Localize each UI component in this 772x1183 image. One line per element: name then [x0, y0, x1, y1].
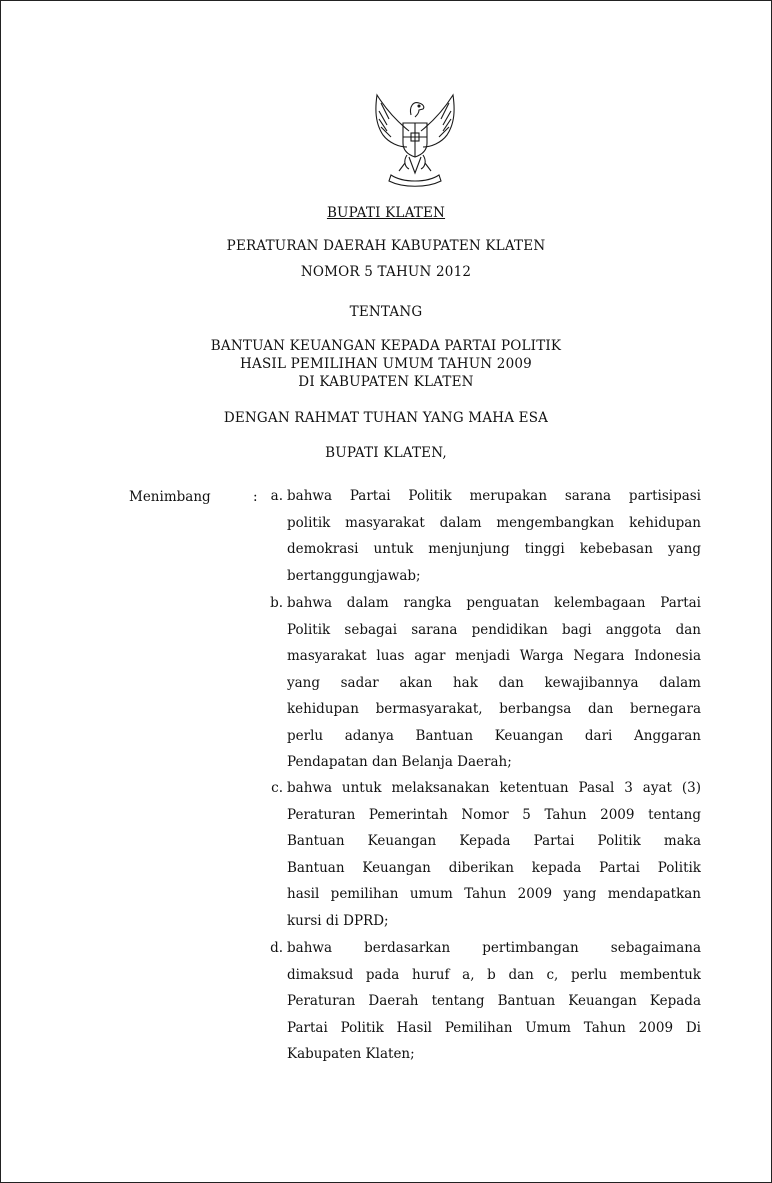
item-text-line: yang sadar akan hak dan kewajibannya dalam — [287, 674, 701, 691]
considering-item — [263, 935, 703, 1068]
item-text-line: Peraturan Daerah tentang Bantuan Keuangan Kepada — [287, 993, 701, 1009]
item-text-line: perlu adanya Bantuan Keuangan dari Anggaran — [287, 727, 701, 744]
item-text-line: Politik sebagai sarana pendidikan bagi anggota dan — [287, 621, 701, 638]
item-letter: b. — [270, 595, 283, 611]
item-text-line: politik masyarakat dalam mengembangkan kehidupan — [287, 514, 701, 531]
blessing-line: DENGAN RAHMAT TUHAN YANG MAHA ESA — [223, 410, 549, 426]
garuda-emblem-icon — [369, 89, 461, 189]
item-text-line: Kabupaten Klaten; — [287, 1046, 415, 1062]
item-text-line: Bantuan Keuangan Kepada Partai Politik maka — [287, 833, 701, 849]
subject-line-3: DI KABUPATEN KLATEN — [298, 374, 474, 390]
subject-line-1: BANTUAN KEUANGAN KEPADA PARTAI POLITIK — [210, 338, 562, 354]
regulation-number: NOMOR 5 TAHUN 2012 — [300, 264, 472, 280]
regulation-title: PERATURAN DAERAH KABUPATEN KLATEN — [226, 238, 546, 254]
item-text-line: kursi di DPRD; — [287, 912, 389, 929]
item-text-line: hasil pemilihan umum Tahun 2009 yang mendapatkan — [287, 886, 701, 902]
item-text-line: masyarakat luas agar menjadi Warga Negara Indonesia — [287, 648, 701, 664]
item-text-line: bahwa berdasarkan pertimbangan sebagaimana — [287, 940, 701, 956]
item-letter: d. — [270, 940, 283, 956]
item-text-line: dimaksud pada huruf a, b dan c, perlu membentuk — [287, 966, 701, 983]
item-text-line: bertanggungjawab; — [287, 567, 421, 584]
item-text-line: Peraturan Pemerintah Nomor 5 Tahun 2009 tentang — [287, 806, 701, 823]
item-text-line: kehidupan bermasyarakat, berbangsa dan bernegara — [287, 701, 701, 717]
item-letter: a. — [270, 488, 283, 504]
item-text-line: demokrasi untuk menjunjung tinggi kebebasan yang — [287, 541, 701, 557]
considering-item — [263, 483, 703, 589]
considering-label: Menimbang — [129, 489, 211, 505]
item-letter: c. — [271, 780, 283, 796]
considering-item — [263, 590, 703, 776]
considering-colon: : — [253, 489, 258, 505]
item-text-line: Pendapatan dan Belanja Daerah; — [287, 754, 512, 770]
item-text-line: bahwa dalam rangka penguatan kelembagaan Partai — [287, 595, 701, 611]
issuer-title: BUPATI KLATEN — [326, 205, 446, 221]
official-title: BUPATI KLATEN, — [325, 445, 447, 461]
considering-item — [263, 775, 703, 934]
item-text-line: Partai Politik Hasil Pemilihan Umum Tahun 2009 Di — [287, 1019, 701, 1036]
about-heading: TENTANG — [349, 304, 423, 320]
item-text-line: bahwa untuk melaksanakan ketentuan Pasal 3 ayat (3) — [287, 780, 701, 796]
item-text-line: Bantuan Keuangan diberikan kepada Partai Politik — [287, 859, 701, 876]
subject-line-2: HASIL PEMILIHAN UMUM TAHUN 2009 — [240, 356, 532, 372]
item-text-line: bahwa Partai Politik merupakan sarana partisipasi — [287, 488, 701, 504]
